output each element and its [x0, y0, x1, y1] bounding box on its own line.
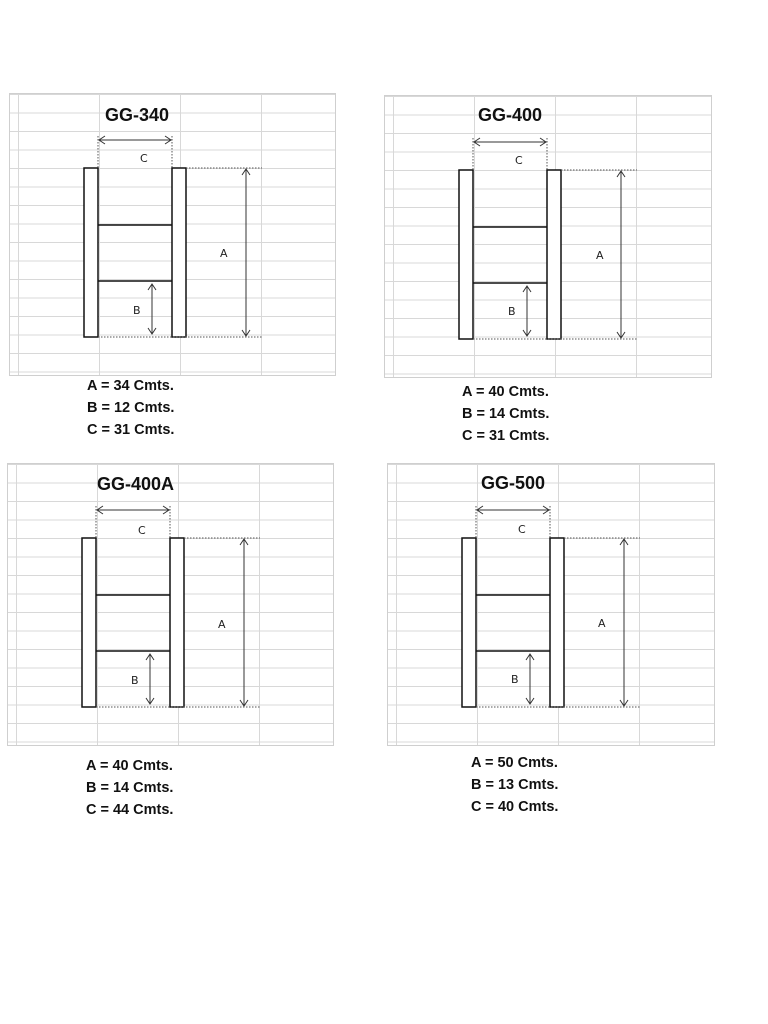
spec-list: [87, 375, 174, 441]
dimension-c-label: C: [518, 523, 526, 536]
spec-b: B = 14 Cmts.: [462, 406, 550, 422]
spec-b: B = 12 Cmts.: [87, 400, 175, 416]
left-flange: [82, 538, 96, 707]
model-title: GG-400A: [97, 474, 175, 494]
spec-c: C = 31 Cmts.: [87, 422, 175, 438]
spec-c: C = 44 Cmts.: [86, 802, 174, 818]
dimension-c-label: C: [140, 152, 148, 165]
right-flange: [172, 168, 186, 337]
dimension-b-label: B: [508, 305, 516, 318]
spec-list: [462, 381, 549, 447]
spec-list: [471, 752, 558, 818]
dimension-b-label: B: [133, 304, 141, 317]
dimension-c-label: C: [515, 154, 523, 167]
right-flange: [550, 538, 564, 707]
spec-c: C = 40 Cmts.: [471, 799, 559, 815]
spec-a: A = 40 Cmts.: [86, 758, 173, 774]
right-flange: [547, 170, 561, 339]
spec-a: A = 34 Cmts.: [87, 378, 174, 394]
reel-panel-gg-340: [9, 93, 336, 453]
model-title: GG-340: [105, 105, 170, 125]
dimension-a-label: A: [218, 618, 226, 631]
spec-a: A = 40 Cmts.: [462, 384, 549, 400]
left-flange: [459, 170, 473, 339]
reel-drawing: [7, 463, 334, 746]
dimension-a-label: A: [598, 617, 606, 630]
model-title: GG-500: [481, 473, 546, 493]
dimension-a-label: A: [596, 249, 604, 262]
left-flange: [462, 538, 476, 707]
reel-panel-gg-400: [384, 95, 712, 455]
model-title: GG-400: [478, 105, 543, 125]
dimension-b-label: B: [131, 674, 139, 687]
left-flange: [84, 168, 98, 337]
spec-b: B = 13 Cmts.: [471, 777, 559, 793]
spec-a: A = 50 Cmts.: [471, 755, 558, 771]
right-flange: [170, 538, 184, 707]
dimension-a-label: A: [220, 247, 228, 260]
dimension-b-label: B: [511, 673, 519, 686]
reel-panel-gg-400a: [7, 463, 334, 823]
reel-panel-gg-500: [387, 463, 715, 823]
dimension-c-label: C: [138, 524, 146, 537]
spec-list: [86, 755, 173, 821]
spec-b: B = 14 Cmts.: [86, 780, 174, 796]
reel-drawing: [384, 95, 712, 378]
spec-c: C = 31 Cmts.: [462, 428, 550, 444]
reel-drawing: [387, 463, 715, 746]
reel-drawing: [9, 93, 336, 376]
